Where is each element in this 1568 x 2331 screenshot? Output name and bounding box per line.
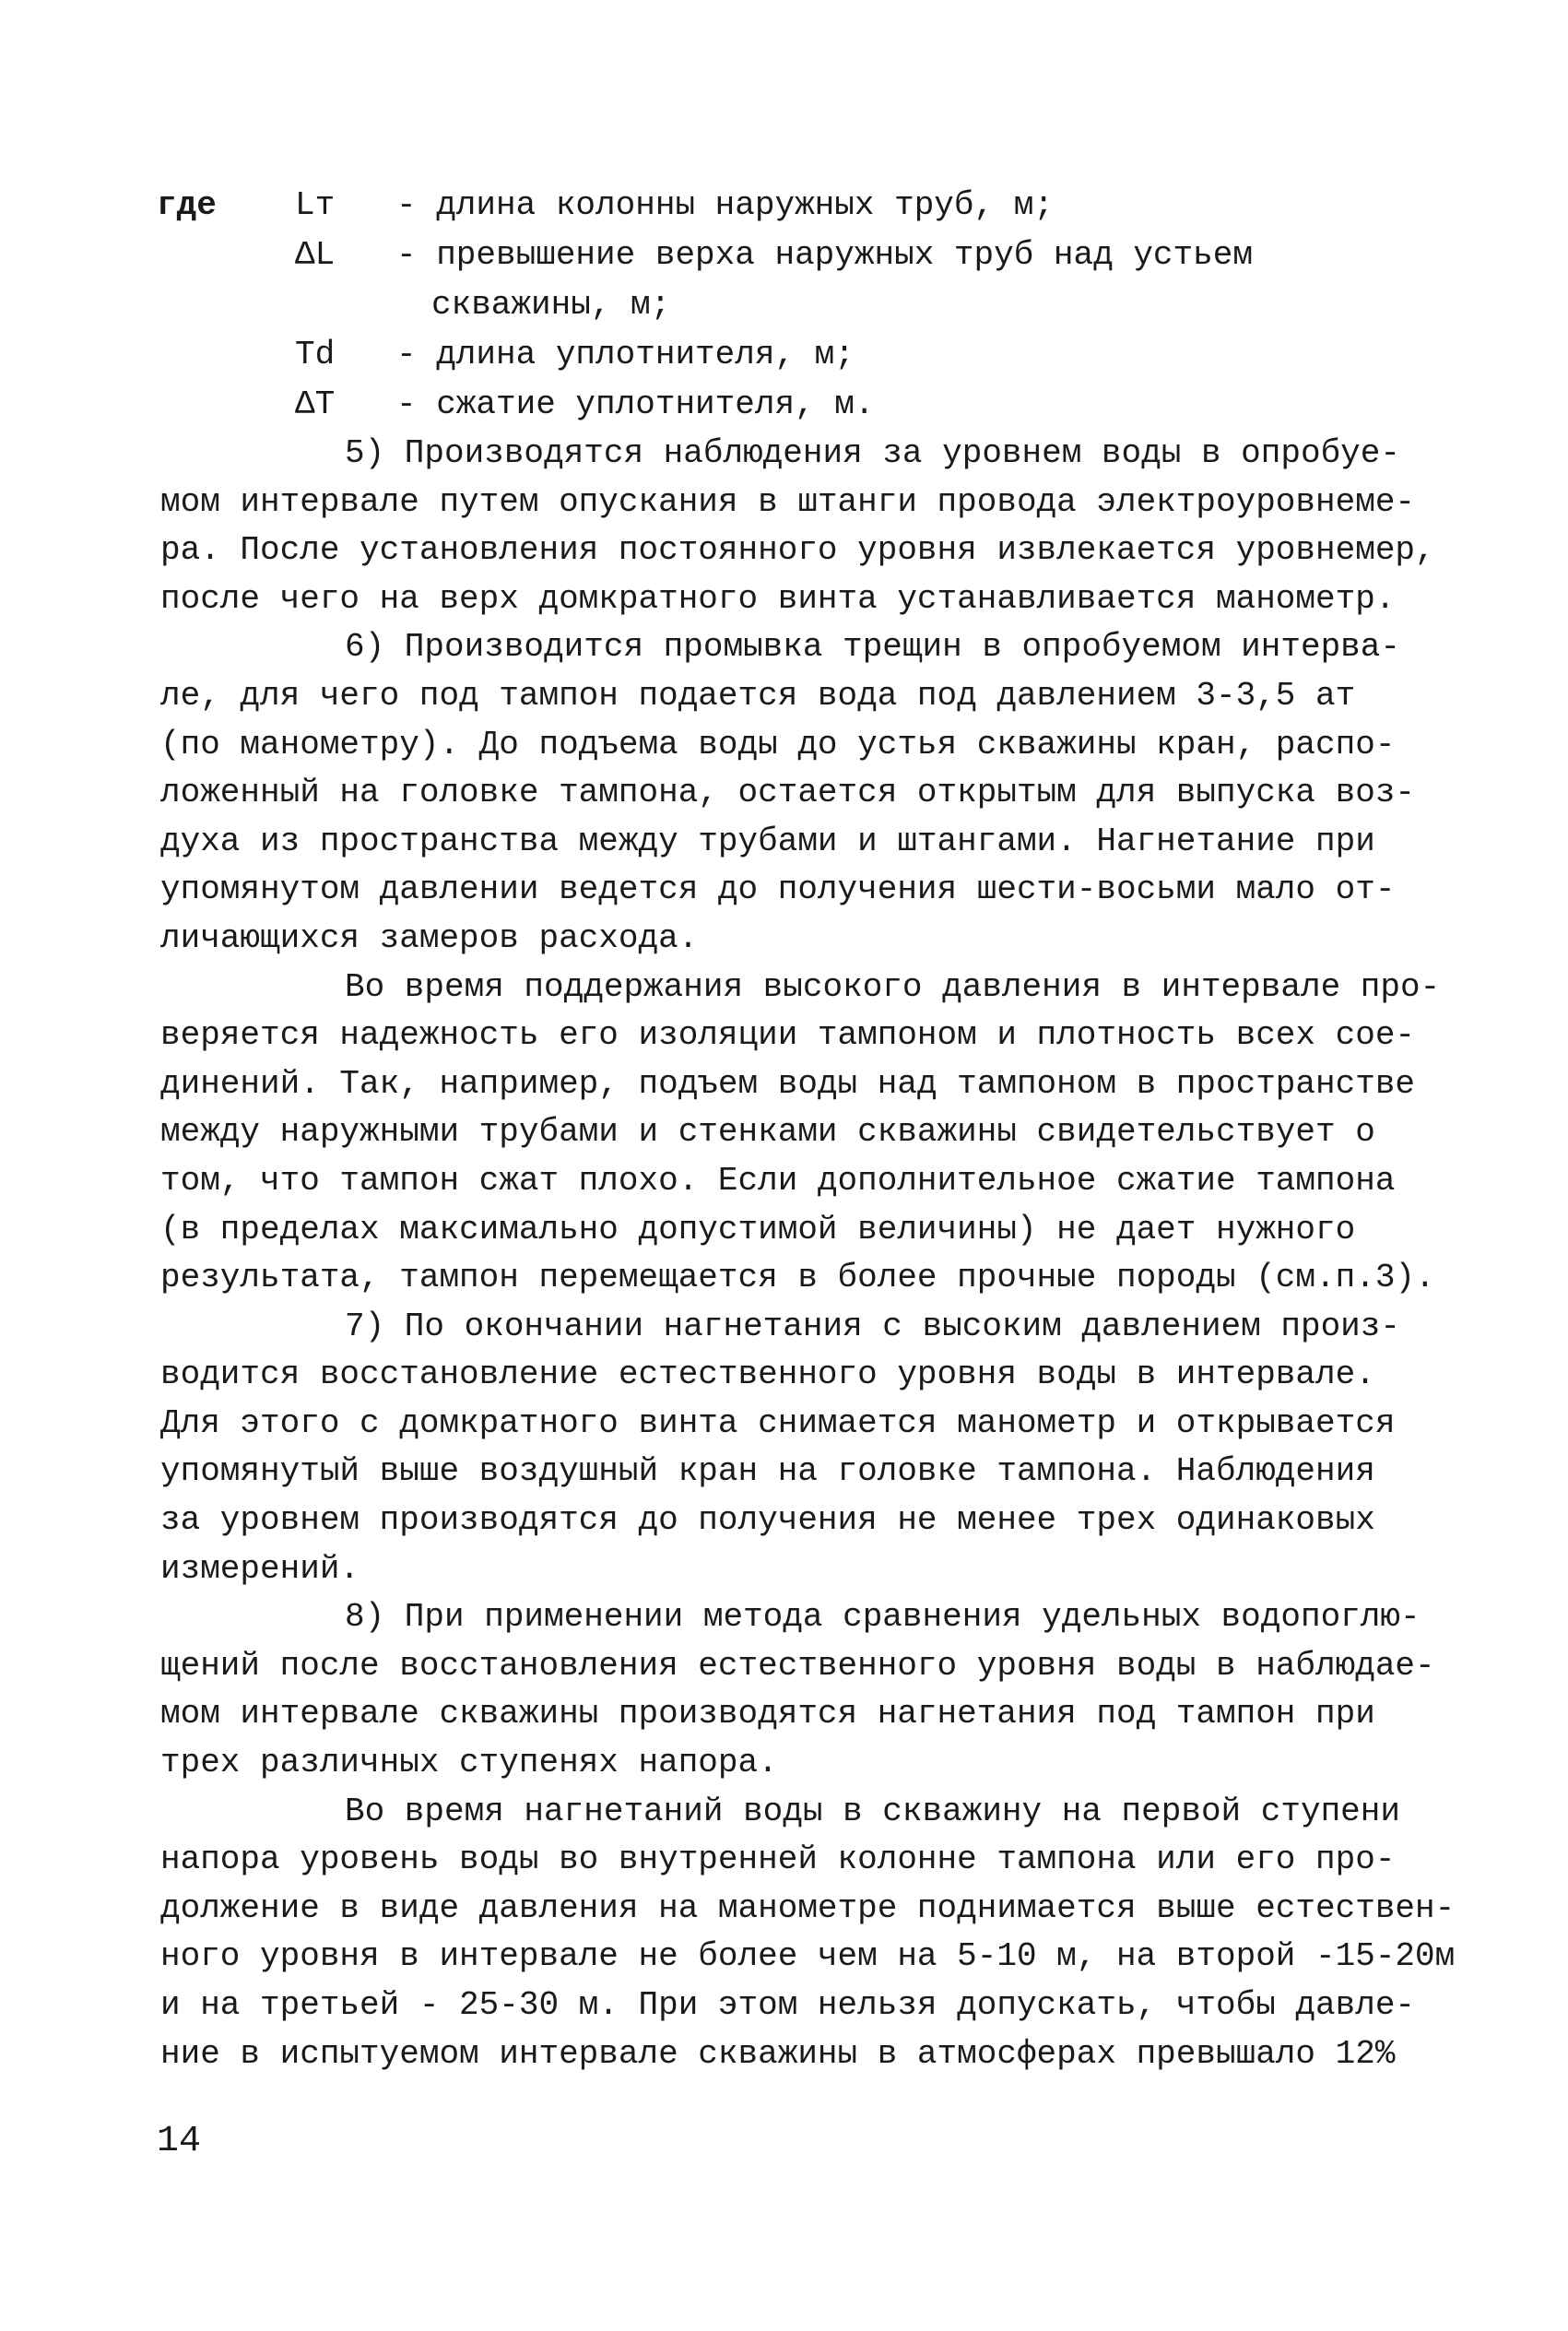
text-line: Во время нагнетаний воды в скважину на первой ступени <box>345 1792 1400 1830</box>
text-line: измерений. <box>160 1549 360 1588</box>
text-line: ложенный на головке тампона, остается открытым для выпуска воз- <box>160 774 1416 812</box>
symbol-pipe-length: Lт <box>295 186 336 224</box>
text-line: ле, для чего под тампон подается вода под давлением 3-3,5 ат <box>160 676 1356 715</box>
text-line: должение в виде давления на манометре поднимается выше естествен- <box>160 1888 1456 1927</box>
paragraph-step-8 <box>160 1593 1451 1787</box>
text-line: духа из пространства между трубами и штангами. Нагнетание при <box>160 822 1375 860</box>
text-line: напора уровень воды во внутренней колонне тампона или его про- <box>160 1840 1396 1879</box>
text-line: мом интервале путем опускания в штанги провода электроуровнеме- <box>160 482 1416 521</box>
text-line: водится восстановление естественного уровня воды в интервале. <box>160 1355 1375 1394</box>
symbol-pipe-excess: ΔL <box>295 236 336 274</box>
text-line: 8) При применении метода сравнения удельных водопоглю- <box>345 1598 1421 1637</box>
definition-row <box>157 330 1429 380</box>
text-line: (по манометру). До подъема воды до устья скважины кран, распо- <box>160 725 1396 763</box>
text-line: ние в испытуемом интервале скважины в атмосферах превышало 12% <box>160 2034 1396 2073</box>
text-line: том, что тампон сжат плохо. Если дополнительное сжатие тампона <box>160 1161 1396 1200</box>
text-line: 6) Производится промывка трещин в опробуемом интерва- <box>345 628 1400 667</box>
definition-row <box>157 231 1429 280</box>
definition-text: - превышение верха наружных труб над устьем <box>396 236 1253 274</box>
page-number: 14 <box>157 2121 202 2162</box>
text-line: ного уровня в интервале не более чем на 5-10 м, на второй -15-20м <box>160 1937 1456 1976</box>
symbol-seal-compression: ΔT <box>295 385 336 423</box>
text-line: (в пределах максимально допустимой величины) не дает нужного <box>160 1210 1356 1248</box>
symbol-definitions <box>157 181 1429 430</box>
text-line: ра. После установления постоянного уровня извлекается уровнемер, <box>160 531 1435 570</box>
text-line: 5) Производятся наблюдения за уровнем воды в опробуе- <box>345 434 1400 472</box>
text-line: за уровнем производятся до получения не менее трех одинаковых <box>160 1501 1375 1540</box>
definition-text: - длина уплотнителя, м; <box>396 336 855 373</box>
text-line: Для этого с домкратного винта снимается манометр и открывается <box>160 1403 1396 1442</box>
definition-text: - сжатие уплотнителя, м. <box>396 385 875 423</box>
text-line: веряется надежность его изоляции тампоном и плотность всех сое- <box>160 1016 1416 1055</box>
paragraph-injection-stages <box>160 1788 1456 2079</box>
text-line: после чего на верх домкратного винта устанавливается манометр. <box>160 579 1396 618</box>
text-line: Во время поддержания высокого давления в интервале про- <box>345 967 1441 1006</box>
text-line: результата, тампон перемещается в более прочные породы (см.п.3). <box>160 1259 1435 1297</box>
text-line: упомянутый выше воздушный кран на головке тампона. Наблюдения <box>160 1452 1375 1491</box>
paragraph-high-pressure <box>160 964 1451 1303</box>
definition-text-continuation: скважины, м; <box>431 286 671 324</box>
paragraph-step-6 <box>160 623 1451 963</box>
text-line: упомянутом давлении ведется до получения шести-восьми мало от- <box>160 870 1396 909</box>
definition-row <box>157 280 1429 330</box>
text-line: личающихся замеров расхода. <box>160 918 699 957</box>
paragraph-step-7 <box>160 1303 1451 1594</box>
definitions-lead-word: где <box>157 186 217 224</box>
text-line: и на третьей - 25-30 м. При этом нельзя допускать, чтобы давле- <box>160 1986 1416 2024</box>
definition-row <box>157 181 1429 231</box>
definition-row <box>157 380 1429 430</box>
body-text <box>160 430 1456 2078</box>
definition-text: - длина колонны наружных труб, м; <box>396 186 1054 224</box>
text-line: 7) По окончании нагнетания с высоким давлением произ- <box>345 1307 1400 1345</box>
text-line: щений после восстановления естественного уровня воды в наблюдае- <box>160 1646 1435 1685</box>
text-line: мом интервале скважины производятся нагнетания под тампон при <box>160 1695 1375 1733</box>
symbol-seal-length: Td <box>295 336 336 373</box>
text-line: динений. Так, например, подъем воды над тампоном в пространстве <box>160 1064 1416 1103</box>
paragraph-step-5 <box>160 430 1451 623</box>
text-line: между наружными трубами и стенками скважины свидетельствует о <box>160 1113 1375 1152</box>
text-line: трех различных ступенях напора. <box>160 1744 778 1782</box>
